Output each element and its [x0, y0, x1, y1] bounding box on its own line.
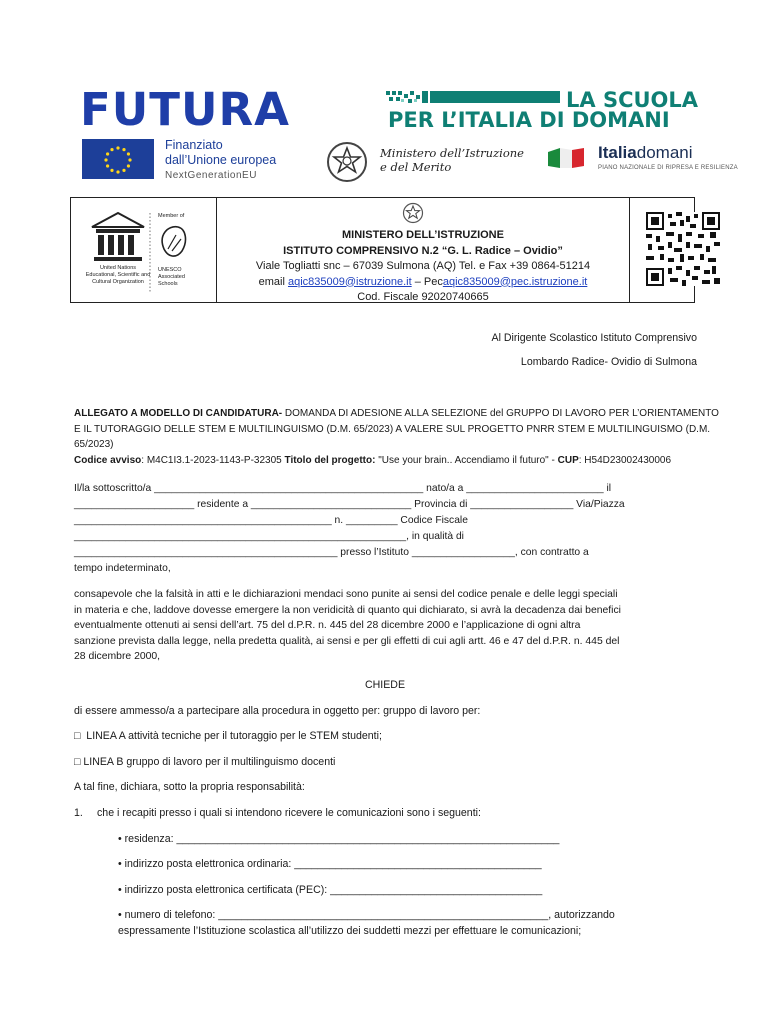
option-linea-a[interactable]	[74, 729, 714, 745]
form-line2[interactable]: _____________________ residente a ____________________________ Provincia di __________________ Via/Piazza	[74, 499, 625, 510]
titolo-label: Titolo del progetto:	[284, 454, 376, 466]
school-contacts	[218, 275, 628, 291]
consapevole-line2: in materia e che, laddove dovesse emergere la non veridicità di quanto qui dichiarato, si avrà la decadenza dai benefici	[74, 604, 621, 616]
unesco-schools-line1: UNESCO	[158, 267, 182, 273]
email-ordinaria-field[interactable]: • indirizzo posta elettronica ordinaria: __________________________________________	[118, 858, 542, 870]
codice-value: : M4C1I3.1-2023-1143-P-32305	[141, 454, 285, 466]
pixel-decoration-icon	[386, 89, 560, 105]
italia-domani-flag-icon	[546, 146, 586, 170]
pec-link[interactable]: aqic835009@pec.istruzione.it	[442, 275, 588, 288]
consapevole-line4: sanzione prevista dalla legge, nella predetta qualità, ai sensi e per gli effetti di cui agli artt. 46 e 47 del d.P.R. n. 445 del	[74, 635, 620, 647]
personal-data-form	[74, 481, 714, 577]
pec-field[interactable]: • indirizzo posta elettronica certificata (PEC): ____________________________________	[118, 884, 543, 896]
futura-logo-text: FUTURA	[80, 83, 290, 136]
unesco-member-label: Member of	[158, 213, 185, 219]
domani-light: domani	[636, 143, 693, 162]
ministero-merito-text	[380, 146, 524, 174]
header-divider-right	[629, 197, 630, 303]
recipient-line1: Al Dirigente Scolastico Istituto Comprensivo	[491, 332, 697, 344]
cup-value: : H54D23002430006	[578, 454, 672, 466]
pec-separator: – Pec	[411, 275, 443, 288]
checkbox-linea-a[interactable]: □	[74, 730, 81, 742]
allegato-line2: E IL TUTORAGGIO DELLE STEM E MULTILINGUISMO (D.M. 65/2023) A VALERE SUL PROGETTO PNRR STEM E MULTILINGUISMO (D.M.	[74, 423, 711, 435]
form-line6: tempo indeterminato,	[74, 563, 171, 574]
option-linea-b-label: LINEA B gruppo di lavoro per il multilinguismo docenti	[83, 756, 336, 768]
italia-bold: Italia	[598, 143, 637, 162]
ministry-name: MINISTERO DELL’ISTRUZIONE	[342, 229, 504, 241]
italian-republic-emblem-icon	[325, 140, 369, 184]
form-line4[interactable]: __________________________________________________________, in qualità di	[74, 531, 464, 542]
chiede-heading: CHIEDE	[364, 679, 406, 691]
allegato-block	[74, 406, 719, 468]
eu-flag-icon	[82, 139, 154, 179]
consapevole-paragraph	[74, 587, 714, 665]
consapevole-line3: eventualmente ottenuti ai sensi dell’art. 75 del d.P.R. n. 445 del 28 dicembre 2000 e l’applicazione di ogni altra	[74, 620, 581, 632]
item1-text: che i recapiti presso i quali si intendono ricevere le comunicazioni sono i seguenti:	[97, 807, 481, 819]
checkbox-linea-b[interactable]: □	[74, 756, 81, 768]
email-link[interactable]: aqic835009@istruzione.it	[287, 275, 412, 288]
fiscal-code: Cod. Fiscale 92020740665	[357, 291, 489, 303]
eu-funding-text	[165, 138, 276, 183]
unesco-schools-line3: Schools	[158, 281, 178, 287]
consapevole-line5: 28 dicembre 2000,	[74, 651, 161, 663]
form-line3[interactable]: _____________________________________________ n. _________ Codice Fiscale	[74, 515, 468, 526]
allegato-line1	[74, 406, 719, 422]
unesco-org-line3: Cultural Organization	[92, 279, 144, 285]
telefono-field[interactable]: • numero di telefono: ________________________________________________________, autorizzando	[118, 909, 615, 921]
recipient-line2: Lombardo Radice- Ovidio di Sulmona	[520, 356, 697, 368]
form-line5[interactable]: ______________________________________________ presso l’Istituto __________________, con contratto a	[74, 547, 589, 558]
italiadomani-logo-text	[598, 143, 693, 163]
unesco-org-line2: Educational, Scientific and	[85, 272, 151, 278]
unesco-schools-line2: Associated	[158, 274, 185, 280]
option-linea-a-label: LINEA A attività tecniche per il tutoraggio per le STEM studenti;	[86, 730, 382, 742]
consapevole-line1: consapevole che la falsità in atti e le dichiarazioni mendaci sono punite ai sensi del codice penale e delle leggi speciali	[74, 589, 618, 600]
scuola-title-line2: PER L’ITALIA DI DOMANI	[388, 108, 670, 132]
cup-label: CUP	[557, 454, 579, 466]
republic-emblem-small-icon	[402, 202, 424, 224]
eu-nextgen: NextGenerationEU	[165, 170, 257, 181]
unesco-org-line1: United Nations	[99, 265, 137, 271]
pnrr-subtitle: PIANO NAZIONALE DI RIPRESA E RESILIENZA	[598, 165, 738, 171]
allegato-line3: 65/2023)	[74, 439, 114, 450]
dichiara-line: A tal fine, dichiara, sotto la propria responsabilità:	[74, 781, 305, 793]
eu-line1: Finanziato	[165, 138, 223, 152]
allegato-text1: DOMANDA DI ADESIONE ALLA SELEZIONE del GRUPPO DI LAVORO PER L’ORIENTAMENTO	[282, 408, 719, 419]
telefono-authorization: espressamente l’Istituzione scolastica all’utilizzo dei suddetti mezzi per effettuare le comunicazioni;	[118, 925, 582, 937]
titolo-value: "Use your brain.. Accendiamo il futuro" -	[375, 454, 558, 466]
header-divider-left	[216, 197, 217, 303]
ammesso-line: di essere ammesso/a a partecipare alla procedura in oggetto per: gruppo di lavoro per:	[74, 705, 481, 717]
ministero-line2: e del Merito	[380, 160, 452, 174]
form-line1[interactable]: Il/la sottoscritto/a _______________________________________________ nato/a a ________________________ il	[74, 483, 612, 494]
item1-number: 1.	[74, 807, 83, 819]
school-info	[218, 228, 628, 306]
option-linea-b[interactable]	[74, 755, 714, 771]
allegato-title: ALLEGATO A MODELLO DI CANDIDATURA-	[74, 408, 283, 419]
eu-line2: dall’Unione europea	[165, 153, 277, 167]
school-address: Viale Togliatti snc – 67039 Sulmona (AQ) Tel. e Fax +39 0864-51214	[255, 260, 591, 272]
ministero-line1: Ministero dell’Istruzione	[380, 146, 524, 160]
qr-code-icon	[646, 212, 720, 286]
scuola-title-line1: LA SCUOLA	[566, 88, 699, 112]
codice-label: Codice avviso	[74, 454, 142, 466]
school-name: ISTITUTO COMPRENSIVO N.2 “G. L. Radice – Ovidio”	[283, 244, 563, 257]
unesco-logo-icon	[84, 205, 212, 297]
residenza-field[interactable]: • residenza: _________________________________________________________________	[118, 833, 560, 845]
codice-avviso-line	[74, 453, 714, 469]
email-label: email	[258, 275, 288, 288]
